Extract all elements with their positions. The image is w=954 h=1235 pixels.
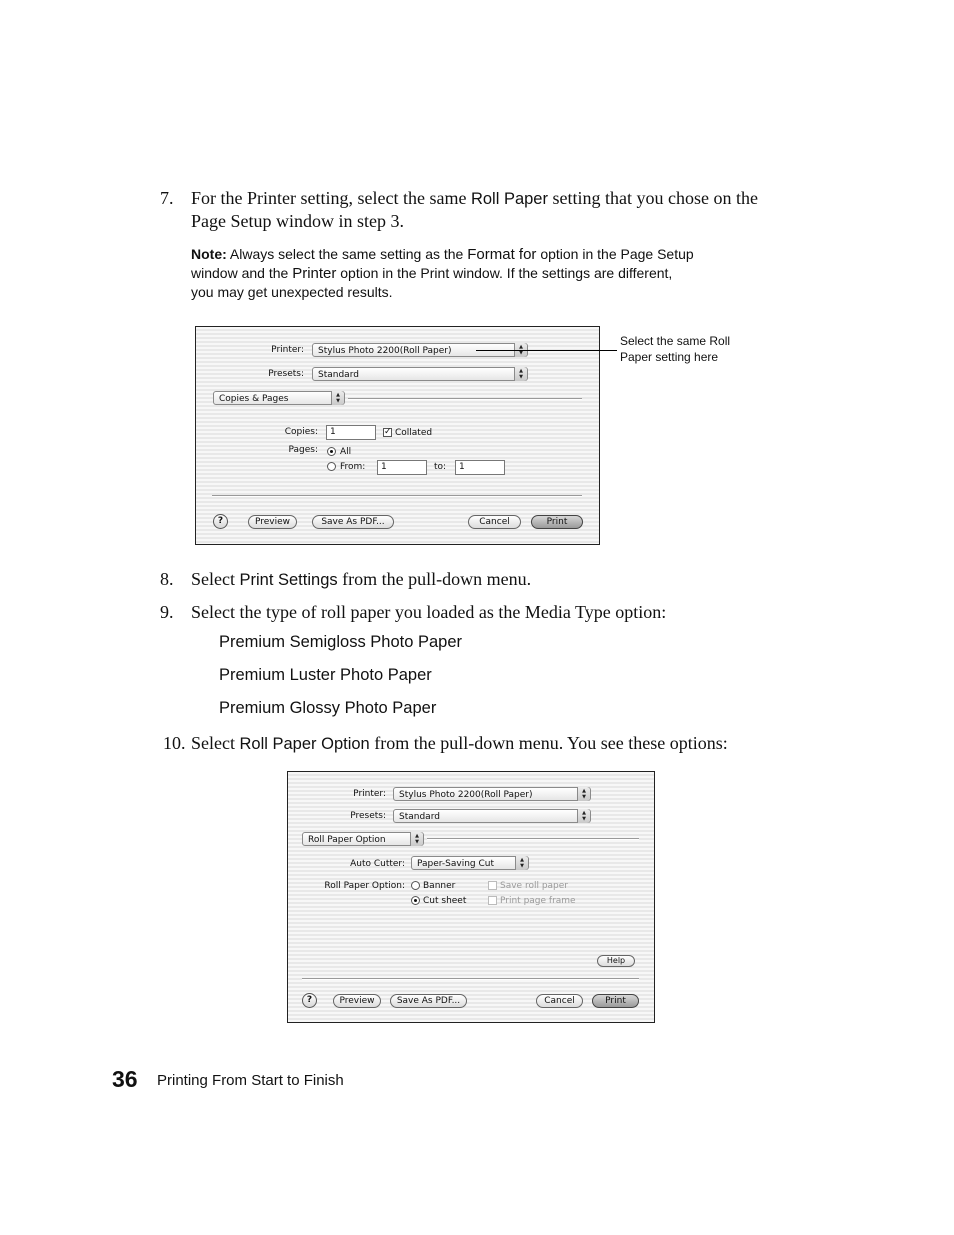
banner-label: Banner (423, 881, 456, 891)
presets-label: Presets: (350, 811, 386, 821)
popup-arrows-icon: ▲ ▼ (577, 809, 590, 823)
print-dialog-copies (195, 326, 600, 545)
all-radio[interactable] (327, 447, 336, 456)
print-button[interactable]: Print (531, 515, 583, 529)
callout-line-1: Select the same Roll (620, 334, 731, 348)
cut-sheet-radio[interactable] (411, 896, 420, 905)
step-text (191, 568, 781, 591)
auto-cutter-popup[interactable] (411, 856, 529, 870)
print-frame-label: Print page frame (500, 896, 576, 906)
save-as-pdf-button[interactable]: Save As PDF... (390, 994, 467, 1008)
step-text-part: setting that you chose on the (547, 188, 758, 208)
preview-button[interactable]: Preview (248, 515, 297, 529)
ui-term: Roll Paper Option (239, 735, 370, 753)
panel-divider (427, 838, 639, 840)
help-icon[interactable]: ? (213, 514, 228, 529)
footer-title: Printing From Start to Finish (157, 1072, 344, 1089)
media-type-item: Premium Semigloss Photo Paper (219, 633, 463, 651)
from-label: From: (340, 462, 366, 472)
popup-arrows-icon: ▲ ▼ (515, 856, 528, 870)
copies-field[interactable]: 1 (326, 425, 376, 440)
roll-option-label: Roll Paper Option: (324, 881, 405, 891)
popup-arrows-icon: ▲ ▼ (514, 367, 527, 381)
callout-line (476, 350, 617, 351)
from-field[interactable]: 1 (377, 460, 427, 475)
popup-arrows-icon: ▲ ▼ (331, 391, 344, 405)
presets-label: Presets: (268, 369, 304, 379)
step-text-part: Page Setup window in step 3. (191, 211, 404, 231)
popup-arrows-icon: ▲ ▼ (410, 832, 423, 846)
ui-term: Print Settings (239, 571, 338, 589)
note-text: option in the Page Setup (536, 246, 694, 262)
to-label: to: (434, 462, 447, 472)
note-text: window and the (191, 265, 293, 281)
step-text (191, 187, 781, 232)
presets-popup[interactable] (393, 809, 591, 823)
help-button[interactable]: Help (597, 955, 635, 967)
step-text-part: For the Printer setting, select the same (191, 188, 471, 208)
step-number: 7. (160, 188, 174, 208)
print-button[interactable]: Print (592, 994, 639, 1008)
printer-value: Stylus Photo 2200(Roll Paper) (399, 790, 533, 800)
preview-button[interactable]: Preview (333, 994, 381, 1008)
step-text-part: from the pull-down menu. (337, 569, 532, 589)
collated-checkbox[interactable]: ✓ (384, 427, 392, 437)
printer-popup[interactable] (393, 787, 591, 801)
printer-label: Printer: (271, 345, 304, 355)
popup-arrows-icon: ▲ ▼ (514, 343, 527, 357)
presets-value: Standard (318, 370, 359, 380)
pages-label: Pages: (288, 445, 318, 455)
step-number: 8. (160, 569, 174, 589)
note (191, 245, 771, 302)
auto-cutter-label: Auto Cutter: (350, 859, 405, 869)
footer-divider (212, 495, 582, 497)
copies-label: Copies: (284, 427, 318, 437)
ui-term: Format for (467, 246, 537, 263)
note-text: Always select the same setting as the (226, 246, 468, 262)
page-number: 36 (112, 1066, 138, 1092)
panel-popup[interactable] (213, 391, 345, 405)
print-dialog-roll-paper (287, 771, 655, 1023)
save-as-pdf-button[interactable]: Save As PDF... (312, 515, 394, 529)
ui-term: Roll Paper (470, 190, 548, 208)
cancel-button[interactable]: Cancel (468, 515, 521, 529)
media-type-item: Premium Glossy Photo Paper (219, 699, 437, 717)
step-text (191, 732, 791, 755)
step-text: Select the type of roll paper you loaded as the Media Type option: (191, 602, 667, 622)
note-text: you may get unexpected results. (191, 284, 393, 300)
step-text-part: from the pull-down menu. You see these options: (369, 733, 728, 753)
to-field[interactable]: 1 (455, 460, 505, 475)
printer-value: Stylus Photo 2200(Roll Paper) (318, 346, 452, 356)
panel-popup[interactable] (302, 832, 424, 846)
panel-divider (348, 398, 582, 400)
presets-popup[interactable] (312, 367, 528, 381)
media-type-item: Premium Luster Photo Paper (219, 666, 432, 684)
printer-label: Printer: (353, 789, 386, 799)
panel-value: Roll Paper Option (308, 835, 386, 845)
ui-term: Printer (292, 265, 337, 282)
note-text: option in the Print window. If the settings are different, (336, 265, 673, 281)
from-radio[interactable] (327, 462, 336, 471)
callout-line-2: Paper setting here (620, 349, 719, 364)
banner-radio[interactable] (411, 881, 420, 890)
collated-label: Collated (395, 428, 433, 438)
step-number: 9. (160, 602, 174, 622)
save-roll-label: Save roll paper (500, 881, 569, 891)
auto-cutter-value: Paper-Saving Cut (417, 859, 495, 869)
save-roll-checkbox[interactable] (488, 881, 497, 890)
cancel-button[interactable]: Cancel (536, 994, 583, 1008)
step-text-part: Select (191, 733, 240, 753)
popup-arrows-icon: ▲ ▼ (577, 787, 590, 801)
help-icon[interactable]: ? (302, 993, 317, 1008)
all-label: All (340, 447, 352, 457)
panel-value: Copies & Pages (219, 394, 289, 404)
note-label: Note: (191, 246, 227, 262)
presets-value: Standard (399, 812, 440, 822)
step-number: 10. (163, 733, 186, 753)
cut-sheet-label: Cut sheet (423, 896, 467, 906)
step-text-part: Select (191, 569, 240, 589)
footer-divider (302, 978, 639, 980)
print-frame-checkbox[interactable] (488, 896, 497, 905)
callout-text (620, 334, 730, 365)
